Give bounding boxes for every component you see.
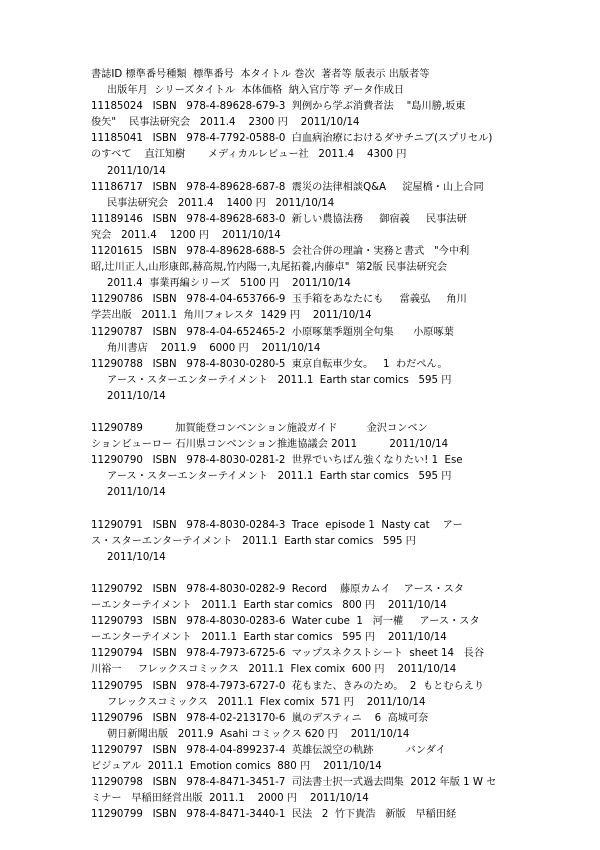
header-line: 出版年月 シリーズタイトル 本体価格 納入官庁等 データ作成日 [107, 85, 405, 97]
record-line: 角川書店 2011.9 6000 円 2011/10/14 [107, 342, 321, 354]
record-line: アース・スターエンターテイメント 2011.1 Earth star comics 595 円 [107, 471, 452, 483]
record-line: 2011.4 事業再編シリーズ 5100 円 2011/10/14 [107, 278, 351, 290]
record-line: 11290791 ISBN 978-4-8030-0284-3 Trace episode 1 Nasty cat アー [91, 519, 463, 531]
record-line: 11189146 ISBN 978-4-89628-683-0 新しい農協法務 御宿義 民事法研 [91, 213, 467, 225]
record-line: ミナー 早稲田経営出版 2011.1 2000 円 2011/10/14 [91, 793, 369, 805]
record-line: 11290786 ISBN 978-4-04-653766-9 玉手箱をあなたにも 當義弘 角川 [91, 294, 467, 306]
record-line: 11290793 ISBN 978-4-8030-0283-6 Water cube 1 河一權 アース・スタ [91, 616, 480, 628]
record-line: 11201615 ISBN 978-4-89628-688-5 会社合併の理論・実務と書式 "今中利 [91, 246, 470, 258]
record-line: ーエンターテイメント 2011.1 Earth star comics 595 円 2011/10/14 [91, 632, 447, 644]
blank-line [91, 566, 513, 582]
record-line: 11290790 ISBN 978-4-8030-0281-2 世界でいちばん強くなりたい! 1 Ese [91, 455, 463, 467]
record-line: のすべて 直江知樹 メディカルレビュー社 2011.4 4300 円 [91, 149, 407, 161]
record-line: アース・スターエンターテイメント 2011.1 Earth star comics 595 円 [107, 374, 452, 386]
record-line: 2011/10/14 [107, 165, 166, 177]
record-line: ス・スターエンターテイメント 2011.1 Earth star comics 595 円 [91, 535, 416, 547]
record-line: ビジュアル 2011.1 Emotion comics 880 円 2011/10/14 [91, 761, 382, 773]
record-line: 11290795 ISBN 978-4-7973-6727-0 花もまた、きみのため。 2 もとむらえり [91, 680, 485, 692]
blank-line [91, 405, 513, 421]
record-line: 11290794 ISBN 978-4-7973-6725-6 マップスネクストシート sheet 14 長谷 [91, 648, 485, 660]
record-line: 学芸出版 2011.1 角川フォレスタ 1429 円 2011/10/14 [91, 310, 372, 322]
record-line: ションビューロー 石川県コンベンション推進協議会 2011 2011/10/14 [91, 439, 449, 451]
record-line: 究会 2011.4 1200 円 2011/10/14 [91, 229, 281, 241]
record-line: 朝日新聞出版 2011.9 Asahi コミックス 620 円 2011/10/14 [107, 728, 410, 740]
record-line: 11290798 ISBN 978-4-8471-3451-7 司法書士択一式過去問集 2012 年版 1 W セ [91, 777, 497, 789]
document-page [91, 67, 513, 823]
record-line: 11186717 ISBN 978-4-89628-687-8 震災の法律相談Q&A 淀屋橋・山上合同 [91, 181, 484, 193]
record-line: 11185041 ISBN 978-4-7792-0588-0 白血病治療におけるダサチニブ(スプリセル) [91, 133, 493, 145]
header-line: 書誌ID 標準番号種類 標準番号 本タイトル 巻次 著者等 版表示 出版者等 [91, 69, 430, 80]
record-line: 11290799 ISBN 978-4-8471-3440-1 民法 2 竹下貴浩 新版 早稲田経 [91, 809, 457, 821]
record-line: 2011/10/14 [107, 487, 166, 499]
record-line: 11290788 ISBN 978-4-8030-0280-5 東京自転車少女。 1 わだぺん。 [91, 358, 448, 370]
blank-line [91, 502, 513, 518]
record-line: 民事法研究会 2011.4 1400 円 2011/10/14 [107, 197, 335, 209]
record-line: 11290789 加賀能登コンベンション施設ガイド 金沢コンベン [91, 423, 428, 435]
record-line: 11290787 ISBN 978-4-04-652465-2 小原啄葉季題別全句集 小原啄葉 [91, 326, 454, 338]
record-line: 川裕一 フレックスコミックス 2011.1 Flex comix 600 円 2011/10/14 [91, 664, 457, 676]
record-line: 俊矢" 民事法研究会 2011.4 2300 円 2011/10/14 [91, 117, 360, 129]
record-line: 昭,辻川正人,山形康郎,赫高規,竹内陽一,丸尾拓養,内藤卓" 第2版 民事法研究会 [91, 262, 448, 274]
record-line: 2011/10/14 [107, 390, 166, 402]
record-line: 11290796 ISBN 978-4-02-213170-6 嵐のデスティニ 6 高城可奈 [91, 712, 429, 724]
record-line: フレックスコミックス 2011.1 Flex comix 571 円 2011/10/14 [107, 696, 426, 708]
record-line: 11290792 ISBN 978-4-8030-0282-9 Record 藤原カムイ アース・スタ [91, 584, 464, 595]
record-line: 2011/10/14 [107, 551, 166, 563]
record-line: 11185024 ISBN 978-4-89628-679-3 判例から学ぶ消費者法 "島川勝,坂東 [91, 101, 466, 113]
record-line: ーエンターテイメント 2011.1 Earth star comics 800 円 2011/10/14 [91, 600, 447, 612]
record-line: 11290797 ISBN 978-4-04-899237-4 英雄伝説空の軌跡 バンダイ [91, 744, 446, 756]
